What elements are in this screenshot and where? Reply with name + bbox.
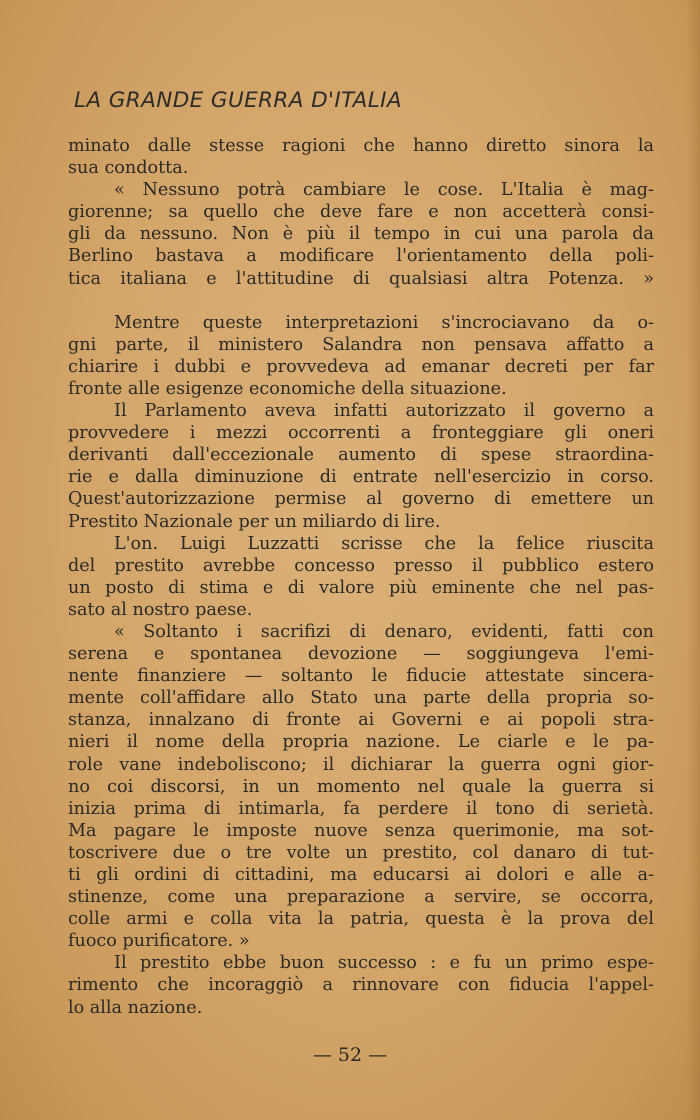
text-line: Il prestito ebbe buon successo : e fu un primo espe-: [114, 953, 654, 974]
running-head: LA GRANDE GUERRA D'ITALIA: [74, 88, 402, 113]
text-line: colle armi e colla vita la patria, questa è la prova del: [68, 909, 654, 930]
text-line: nieri il nome della propria nazione. Le ciarle e le pa-: [68, 732, 654, 753]
text-line: « Nessuno potrà cambiare le cose. L'Italia è mag-: [114, 180, 654, 201]
body-text: [68, 135, 654, 1019]
text-line: sato al nostro paese.: [68, 599, 253, 620]
section-gap: [68, 290, 654, 312]
paragraph: [68, 179, 654, 289]
text-line: stanza, innalzano di fronte ai Governi e ai popoli stra-: [68, 710, 654, 731]
paragraph: [68, 312, 654, 400]
text-line: derivanti dall'eccezionale aumento di spese straordina-: [68, 445, 654, 466]
page-number: — 52 —: [312, 1044, 388, 1066]
paragraph: [68, 135, 654, 179]
text-line: inizia prima di intimarla, fa perdere il tono di serietà.: [68, 798, 654, 819]
text-line: un posto di stima e di valore più eminente che nel pas-: [68, 577, 654, 598]
text-line: Berlino bastava a modificare l'orientamento della poli-: [68, 246, 654, 267]
text-line: chiarire i dubbi e provvedeva ad emanar decreti per far: [68, 356, 654, 377]
text-line: giorenne; sa quello che deve fare e non accetterà consi-: [68, 202, 654, 223]
text-line: stinenze, come una preparazione a servire, se occorra,: [68, 887, 654, 908]
text-line: tica italiana e l'attitudine di qualsiasi altra Potenza. »: [68, 268, 654, 289]
text-line: provvedere i mezzi occorrenti a fronteggiare gli oneri: [68, 423, 654, 444]
text-line: toscrivere due o tre volte un prestito, col danaro di tut-: [68, 842, 654, 863]
text-line: lo alla nazione.: [68, 997, 203, 1018]
text-line: sua condotta.: [68, 158, 189, 179]
text-line: L'on. Luigi Luzzatti scrisse che la felice riuscita: [114, 533, 654, 554]
text-line: ti gli ordini di cittadini, ma educarsi ai dolori e alle a-: [68, 865, 654, 885]
text-line: Quest'autorizzazione permise al governo di emettere un: [68, 489, 654, 510]
text-line: « Soltanto i sacrifizi di denaro, evidenti, fatti con: [114, 621, 654, 642]
text-line: rimento che incoraggiò a rinnovare con fiducia l'appel-: [68, 975, 654, 996]
text-line: Il Parlamento aveva infatti autorizzato il governo a: [114, 401, 654, 422]
text-line: rie e dalla diminuzione di entrate nell'esercizio in corso.: [68, 467, 654, 488]
text-line: no coi discorsi, in un momento nel quale la guerra si: [68, 776, 654, 797]
paragraph: [68, 533, 654, 621]
text-line: gni parte, il ministero Salandra non pensava affatto a: [68, 334, 654, 355]
text-line: Prestito Nazionale per un miliardo di lire.: [68, 511, 441, 532]
text-line: role vane indeboliscono; il dichiarar la guerra ogni gior-: [68, 754, 654, 775]
text-line: fuoco purificatore. »: [68, 931, 250, 952]
text-line: del prestito avrebbe concesso presso il pubblico estero: [68, 555, 654, 576]
paragraph: [68, 621, 654, 952]
text-line: gli da nessuno. Non è più il tempo in cui una parola da: [68, 224, 654, 245]
text-line: fronte alle esigenze economiche della situazione.: [68, 378, 507, 399]
text-line: mente coll'affidare allo Stato una parte della propria so-: [68, 688, 654, 709]
text-line: minato dalle stesse ragioni che hanno diretto sinora la: [68, 136, 654, 156]
page-edge-shadow: [686, 0, 700, 1120]
paragraph: [68, 952, 654, 1018]
text-line: nente finanziere — soltanto le fiducie attestate sincera-: [68, 666, 654, 687]
text-line: Ma pagare le imposte nuove senza querimonie, ma sot-: [68, 820, 654, 841]
text-line: serena e spontanea devozione — soggiungeva l'emi-: [68, 644, 654, 665]
text-line: Mentre queste interpretazioni s'incrociavano da o-: [114, 312, 654, 333]
paragraph: [68, 400, 654, 533]
